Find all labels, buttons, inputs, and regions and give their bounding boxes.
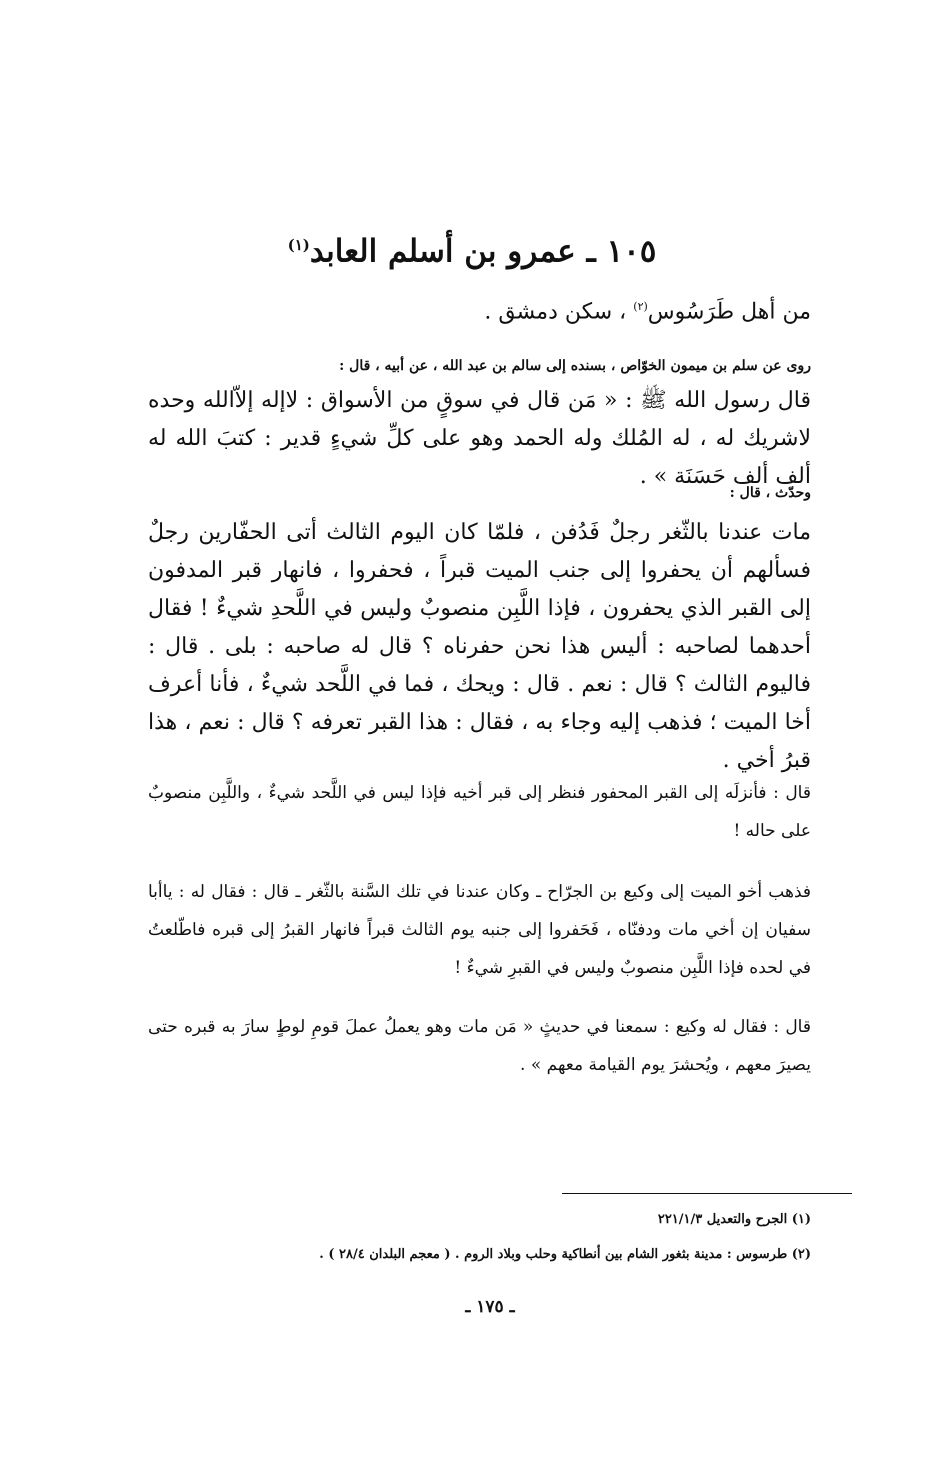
footnote-separator [562, 1193, 852, 1194]
heading-text: ١٠٥ ـ عمرو بن أسلم العابد [309, 233, 657, 270]
isnad-first: روى عن سلم بن ميمون الخوّاص ، بسنده إلى سالم بن عبد الله ، عن أبيه ، قال : [339, 358, 811, 374]
story-paragraph-4: قال : فقال له وكيع : سمعنا في حديثٍ « مَن مات وهو يعملُ عملَ قومِ لوطٍ سارَ به قبره حتى يصيرَ معهم ، ويُحشرَ يوم القيامة معهم » . [148, 1017, 811, 1075]
intro-footnote-ref: (٢) [633, 300, 648, 313]
hadith-paragraph: قال رسول الله ﷺ : « مَن قال في سوقٍ من الأسواق : لاإله إلاّالله وحده لاشريك له ، له المُلك وله الحمد وهو على كلِّ شيءٍ قدير : كتبَ الله له ألف ألف حَسَنَة » . [148, 388, 811, 489]
heading-footnote-ref: (١) [287, 236, 310, 254]
intro-after: ، سكن دمشق . [484, 299, 634, 325]
chapter-heading [140, 222, 804, 274]
isnad-second: وحدّث ، قال : [729, 485, 811, 501]
story-paragraph-2: قال : فأنزلَه إلى القبر المحفور فنظر إلى قبر أخيه فإذا ليس في اللَّحد شيءٌ ، واللَّبِن منصوبٌ على حاله ! [148, 783, 811, 841]
footnote-1: (١) الجرح والتعديل ٢٢١/١/٣ [657, 1212, 811, 1227]
intro-line [148, 288, 811, 331]
intro-before: من أهل طَرَسُوس [647, 299, 811, 325]
page-number: ـ ١٧٥ ـ [465, 1297, 515, 1317]
footnote-2: (٢) طرسوس : مدينة بثغور الشام بين أنطاكية وحلب وبلاد الروم . ( معجم البلدان ٢٨/٤ ) . [319, 1247, 811, 1262]
story-paragraph-1: مات عندنا بالثّغر رجلٌ فَدُفن ، فلمّا كان اليوم الثالث أتى الحفّارين رجلٌ فسألهم أن يحفروا إلى جنب الميت قبراً ، فحفروا ، فانهار قبر المدفون إلى القبر الذي يحفرون ، فإذا اللَّبِن منصوبٌ وليس في اللَّحدِ شيءٌ ! فقال أحدهما لصاحبه : أليس هذا نحن حفرناه ؟ قال له صاحبه : بلى . قال : فاليوم الثالث ؟ قال : نعم . قال : ويحك ، فما في اللَّحد شيءٌ ، فأنا أعرف أخا الميت ؛ فذهب إليه وجاء به ، فقال : هذا القبر تعرفه ؟ قال : نعم ، هذا قبرُ أخي . [148, 520, 811, 773]
story-paragraph-3: فذهب أخو الميت إلى وكيع بن الجرّاح ـ وكان عندنا في تلك السَّنة بالثّغر ـ قال : فقال له : ياأبا سفيان إن أخي مات ودفنّاه ، فَحَفروا إلى جنبه يوم الثالث قبراً فانهار القبرُ إلى قبره فاطّلعتُ في لحده فإذا اللَّبِن منصوبٌ وليس في القبرِ شيءٌ ! [148, 882, 811, 978]
